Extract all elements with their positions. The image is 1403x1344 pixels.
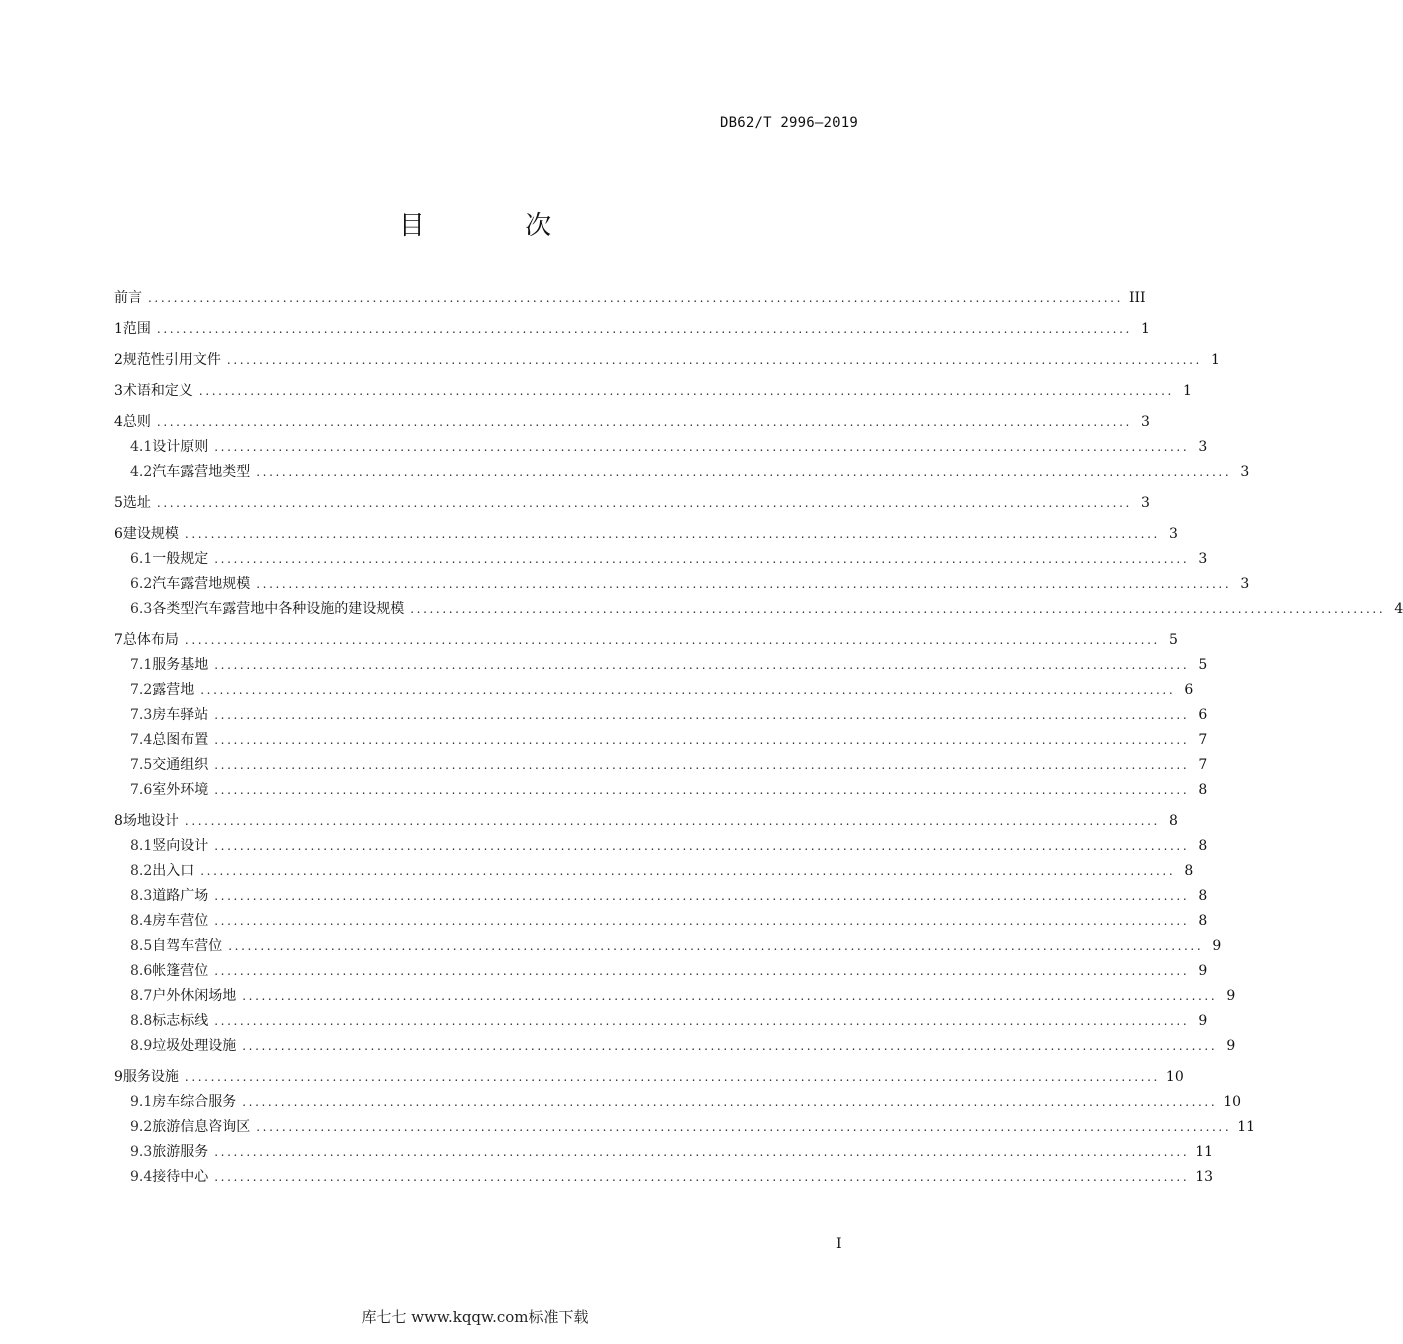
toc-entry[interactable] bbox=[114, 1065, 1184, 1090]
toc-entry-number: 1 bbox=[114, 321, 123, 337]
toc-entry-page: 8 bbox=[1184, 863, 1194, 879]
toc-entry[interactable] bbox=[114, 1009, 1208, 1034]
toc-entry-number: 2 bbox=[114, 352, 123, 368]
toc-entry-number: 4.2 bbox=[130, 464, 153, 480]
toc-entry-number: 9.1 bbox=[130, 1094, 153, 1110]
toc-entry-number: 7.5 bbox=[130, 757, 153, 773]
toc-entry[interactable] bbox=[114, 286, 1146, 311]
toc-entry-number: 8 bbox=[114, 813, 123, 829]
toc-entry[interactable] bbox=[114, 379, 1192, 404]
toc-entry-title: 房车综合服务 bbox=[152, 1094, 237, 1110]
toc-entry-page: 11 bbox=[1237, 1119, 1256, 1135]
toc-entry-title: 建设规模 bbox=[122, 526, 179, 542]
toc-leader-dots: ........................................................................................................................................................ bbox=[242, 1095, 1218, 1109]
toc-entry[interactable] bbox=[114, 1115, 1256, 1140]
toc-entry[interactable] bbox=[114, 628, 1178, 653]
toc-entry-title: 总则 bbox=[122, 414, 151, 430]
toc-entry[interactable] bbox=[114, 884, 1208, 909]
toc-entry-title: 交通组织 bbox=[152, 757, 209, 773]
toc-entry[interactable] bbox=[114, 1165, 1214, 1190]
toc-entry[interactable] bbox=[114, 547, 1208, 572]
toc-entry-page: 4 bbox=[1394, 601, 1403, 617]
toc-entry-page: 8 bbox=[1198, 838, 1208, 854]
toc-entry-number: 8.8 bbox=[130, 1013, 153, 1029]
toc-leader-dots: ........................................................................................................................................................ bbox=[242, 989, 1218, 1003]
toc-entry-page: 11 bbox=[1195, 1144, 1214, 1160]
toc-entry-title: 总体布局 bbox=[122, 632, 179, 648]
toc-entry[interactable] bbox=[114, 728, 1208, 753]
toc-entry-page: 6 bbox=[1198, 707, 1208, 723]
toc-leader-dots: ........................................................................................................................................................ bbox=[228, 939, 1204, 953]
table-of-contents bbox=[114, 286, 1403, 1190]
toc-entry-number: 5 bbox=[114, 495, 123, 511]
toc-leader-dots: ........................................................................................................................................................ bbox=[214, 658, 1190, 672]
toc-leader-dots: ........................................................................................................................................................ bbox=[156, 415, 1132, 429]
toc-entry-page: 3 bbox=[1198, 551, 1208, 567]
toc-leader-dots: ........................................................................................................................................................ bbox=[156, 496, 1132, 510]
toc-entry-number: 6.2 bbox=[130, 576, 153, 592]
toc-entry-page: 8 bbox=[1198, 782, 1208, 798]
toc-entry-number: 4.1 bbox=[130, 439, 153, 455]
toc-entry-page: 7 bbox=[1198, 757, 1208, 773]
toc-leader-dots: ........................................................................................................................................................ bbox=[184, 1070, 1160, 1084]
toc-entry-page: 1 bbox=[1211, 352, 1220, 368]
toc-entry-page: 9 bbox=[1212, 938, 1222, 954]
toc-entry-page: 3 bbox=[1141, 414, 1150, 430]
toc-leader-dots: ........................................................................................................................................................ bbox=[410, 602, 1386, 616]
toc-entry-title: 前言 bbox=[114, 290, 142, 306]
toc-entry-page: 1 bbox=[1141, 321, 1150, 337]
toc-entry-page: 5 bbox=[1169, 632, 1178, 648]
page-number: I bbox=[836, 1236, 842, 1252]
toc-leader-dots: ........................................................................................................................................................ bbox=[214, 889, 1190, 903]
toc-leader-dots: ........................................................................................................................................................ bbox=[226, 353, 1202, 367]
toc-entry-number: 7.1 bbox=[130, 657, 153, 673]
toc-leader-dots: ........................................................................................................................................................ bbox=[214, 708, 1190, 722]
page-title: 目 次 bbox=[398, 211, 598, 241]
toc-leader-dots: ........................................................................................................................................................ bbox=[156, 322, 1132, 336]
toc-entry-number: 3 bbox=[114, 383, 123, 399]
toc-entry-title: 露营地 bbox=[152, 682, 195, 698]
toc-entry-title: 一般规定 bbox=[152, 551, 209, 567]
toc-entry[interactable] bbox=[114, 522, 1178, 547]
standard-code: DB62/T 2996—2019 bbox=[719, 115, 858, 131]
toc-entry[interactable] bbox=[114, 678, 1194, 703]
toc-entry-title: 帐篷营位 bbox=[152, 963, 209, 979]
toc-entry[interactable] bbox=[114, 909, 1208, 934]
toc-entry-number: 8.1 bbox=[130, 838, 153, 854]
toc-entry-page: 10 bbox=[1223, 1094, 1242, 1110]
toc-leader-dots: ........................................................................................................................................................ bbox=[256, 577, 1232, 591]
toc-entry-number: 7.4 bbox=[130, 732, 153, 748]
toc-entry-page: 9 bbox=[1226, 1038, 1236, 1054]
toc-entry-number: 7 bbox=[114, 632, 123, 648]
toc-entry[interactable] bbox=[114, 809, 1178, 834]
toc-entry-number: 8.6 bbox=[130, 963, 153, 979]
toc-entry-title: 竖向设计 bbox=[152, 838, 209, 854]
toc-entry-title: 汽车露营地类型 bbox=[152, 464, 251, 480]
toc-entry-title: 房车营位 bbox=[152, 913, 209, 929]
toc-entry-number: 8.3 bbox=[130, 888, 153, 904]
toc-entry-number: 8.4 bbox=[130, 913, 153, 929]
toc-entry-title: 出入口 bbox=[152, 863, 195, 879]
toc-entry-page: 3 bbox=[1240, 576, 1250, 592]
toc-entry-page: 8 bbox=[1198, 913, 1208, 929]
toc-leader-dots: ........................................................................................................................................................ bbox=[214, 964, 1190, 978]
toc-entry-title: 各类型汽车露营地中各种设施的建设规模 bbox=[152, 601, 405, 617]
toc-entry[interactable] bbox=[114, 984, 1236, 1009]
toc-entry[interactable] bbox=[114, 1034, 1236, 1059]
toc-entry-page: 3 bbox=[1169, 526, 1178, 542]
toc-entry-title: 范围 bbox=[122, 321, 151, 337]
toc-leader-dots: ........................................................................................................................................................ bbox=[198, 384, 1174, 398]
toc-leader-dots: ........................................................................................................................................................ bbox=[214, 839, 1190, 853]
toc-entry-title: 房车驿站 bbox=[152, 707, 209, 723]
toc-leader-dots: ........................................................................................................................................................ bbox=[184, 814, 1160, 828]
toc-entry[interactable] bbox=[114, 934, 1222, 959]
toc-entry-number: 8.5 bbox=[130, 938, 153, 954]
toc-entry[interactable] bbox=[114, 703, 1208, 728]
toc-leader-dots: ........................................................................................................................................................ bbox=[214, 552, 1190, 566]
toc-entry-number: 7.6 bbox=[130, 782, 153, 798]
toc-entry[interactable] bbox=[114, 460, 1250, 485]
toc-entry[interactable] bbox=[114, 753, 1208, 778]
toc-leader-dots: ........................................................................................................................................................ bbox=[242, 1039, 1218, 1053]
toc-entry-number: 6 bbox=[114, 526, 123, 542]
toc-entry[interactable] bbox=[114, 317, 1150, 342]
toc-leader-dots: ........................................................................................................................................................ bbox=[214, 1014, 1190, 1028]
toc-entry-title: 总图布置 bbox=[152, 732, 209, 748]
toc-leader-dots: ........................................................................................................................................................ bbox=[184, 527, 1160, 541]
toc-entry-number: 4 bbox=[114, 414, 123, 430]
toc-entry-title: 旅游服务 bbox=[152, 1144, 209, 1160]
toc-entry[interactable] bbox=[114, 1090, 1242, 1115]
toc-entry[interactable] bbox=[114, 435, 1208, 460]
toc-leader-dots: ........................................................................................................................................................ bbox=[200, 683, 1176, 697]
toc-entry-page: 3 bbox=[1240, 464, 1250, 480]
toc-entry-title: 接待中心 bbox=[152, 1169, 209, 1185]
toc-entry-page: 9 bbox=[1198, 963, 1208, 979]
toc-entry-page: 10 bbox=[1165, 1069, 1184, 1085]
toc-entry-number: 8.2 bbox=[130, 863, 153, 879]
toc-leader-dots: ........................................................................................................................................................ bbox=[256, 1120, 1232, 1134]
toc-entry[interactable] bbox=[114, 834, 1208, 859]
toc-entry-page: 3 bbox=[1141, 495, 1150, 511]
toc-entry-page: 7 bbox=[1198, 732, 1208, 748]
toc-leader-dots: ........................................................................................................................................................ bbox=[214, 783, 1190, 797]
toc-entry-title: 设计原则 bbox=[152, 439, 209, 455]
toc-entry[interactable] bbox=[114, 859, 1194, 884]
toc-entry-number: 6.1 bbox=[130, 551, 153, 567]
toc-entry-number: 8.9 bbox=[130, 1038, 153, 1054]
toc-leader-dots: ........................................................................................................................................................ bbox=[214, 758, 1190, 772]
toc-entry[interactable] bbox=[114, 410, 1150, 435]
toc-leader-dots: ........................................................................................................................................................ bbox=[214, 440, 1190, 454]
toc-entry-page: 5 bbox=[1198, 657, 1208, 673]
toc-entry-title: 户外休闲场地 bbox=[152, 988, 237, 1004]
toc-entry-number: 9.4 bbox=[130, 1169, 153, 1185]
toc-entry-number: 8.7 bbox=[130, 988, 153, 1004]
toc-entry-page: III bbox=[1129, 290, 1146, 306]
toc-entry[interactable] bbox=[114, 778, 1208, 803]
toc-entry-title: 术语和定义 bbox=[122, 383, 193, 399]
toc-leader-dots: ........................................................................................................................................................ bbox=[214, 1145, 1190, 1159]
toc-entry-page: 6 bbox=[1184, 682, 1194, 698]
toc-entry-title: 室外环境 bbox=[152, 782, 209, 798]
footer-watermark: 库七七 www.kqqw.com标准下载 bbox=[361, 1308, 589, 1326]
toc-leader-dots: ........................................................................................................................................................ bbox=[214, 733, 1190, 747]
toc-entry-title: 汽车露营地规模 bbox=[152, 576, 251, 592]
toc-entry-page: 13 bbox=[1195, 1169, 1214, 1185]
toc-entry[interactable] bbox=[114, 348, 1220, 373]
toc-entry[interactable] bbox=[114, 1140, 1214, 1165]
toc-entry-page: 8 bbox=[1169, 813, 1178, 829]
toc-entry-page: 3 bbox=[1198, 439, 1208, 455]
toc-entry-number: 6.3 bbox=[130, 601, 153, 617]
toc-entry-number: 9 bbox=[114, 1069, 123, 1085]
toc-entry-title: 自驾车营位 bbox=[152, 938, 223, 954]
toc-entry-number: 7.2 bbox=[130, 682, 153, 698]
toc-entry-page: 9 bbox=[1198, 1013, 1208, 1029]
toc-entry-title: 标志标线 bbox=[152, 1013, 209, 1029]
toc-leader-dots: ........................................................................................................................................................ bbox=[256, 465, 1232, 479]
toc-leader-dots: ........................................................................................................................................................ bbox=[184, 633, 1160, 647]
toc-entry-title: 服务基地 bbox=[152, 657, 209, 673]
toc-entry[interactable] bbox=[114, 572, 1250, 597]
toc-entry[interactable] bbox=[114, 597, 1403, 622]
toc-entry-number: 9.3 bbox=[130, 1144, 153, 1160]
toc-entry-number: 9.2 bbox=[130, 1119, 153, 1135]
toc-entry-title: 道路广场 bbox=[152, 888, 209, 904]
toc-entry-title: 场地设计 bbox=[122, 813, 179, 829]
toc-entry-title: 旅游信息咨询区 bbox=[152, 1119, 251, 1135]
toc-entry-page: 9 bbox=[1226, 988, 1236, 1004]
toc-entry-title: 选址 bbox=[122, 495, 151, 511]
toc-leader-dots: ........................................................................................................................................................ bbox=[148, 291, 1123, 305]
toc-entry-page: 1 bbox=[1183, 383, 1192, 399]
toc-entry-title: 垃圾处理设施 bbox=[152, 1038, 237, 1054]
toc-leader-dots: ........................................................................................................................................................ bbox=[214, 1170, 1190, 1184]
toc-leader-dots: ........................................................................................................................................................ bbox=[214, 914, 1190, 928]
toc-entry-title: 规范性引用文件 bbox=[122, 352, 221, 368]
toc-entry-title: 服务设施 bbox=[122, 1069, 179, 1085]
toc-entry[interactable] bbox=[114, 959, 1208, 984]
toc-entry-number: 7.3 bbox=[130, 707, 153, 723]
toc-entry-page: 8 bbox=[1198, 888, 1208, 904]
toc-leader-dots: ........................................................................................................................................................ bbox=[200, 864, 1176, 878]
toc-entry[interactable] bbox=[114, 653, 1208, 678]
toc-entry[interactable] bbox=[114, 491, 1150, 516]
